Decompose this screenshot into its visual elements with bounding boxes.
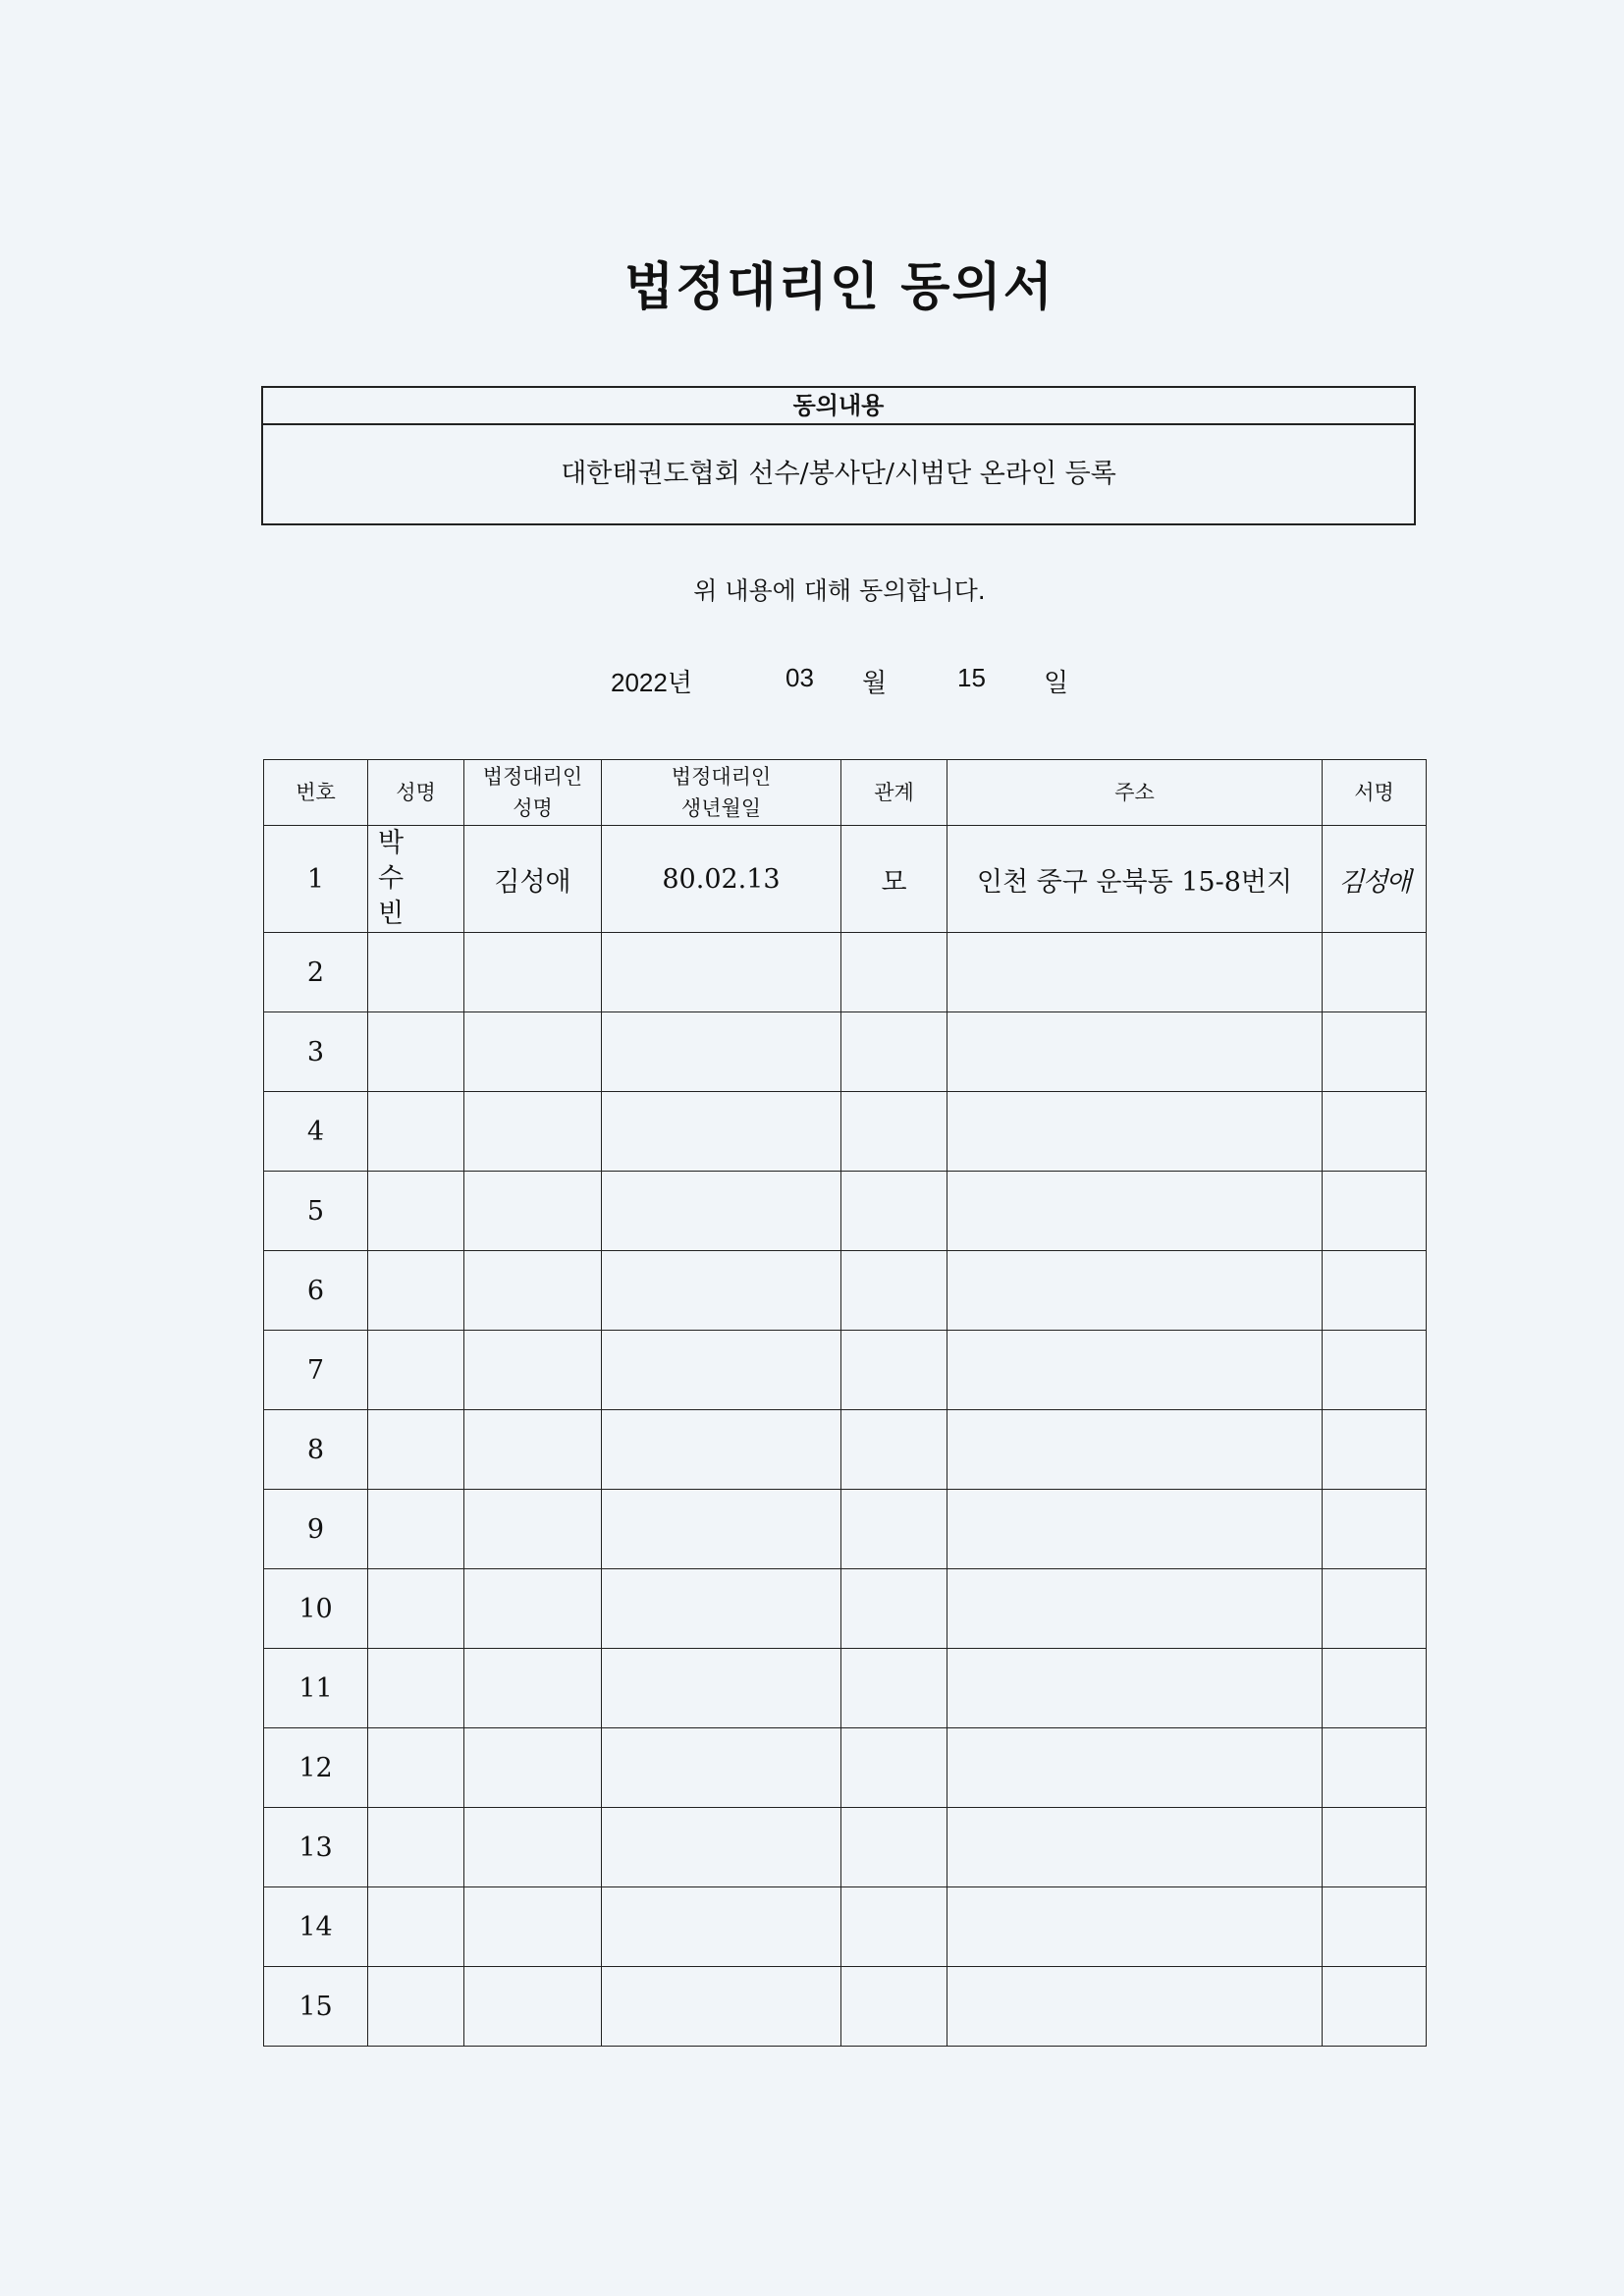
signature-cell bbox=[1323, 1887, 1427, 1967]
row-number: 11 bbox=[264, 1649, 368, 1728]
row-number: 8 bbox=[264, 1410, 368, 1490]
relation bbox=[841, 1728, 947, 1808]
guardian-birth bbox=[602, 1808, 841, 1887]
guardian-birth bbox=[602, 1967, 841, 2047]
minor-name bbox=[368, 1172, 464, 1251]
relation bbox=[841, 1490, 947, 1569]
guardian-name bbox=[464, 933, 602, 1012]
header-relation: 관계 bbox=[841, 760, 947, 826]
date-day-label: 일 bbox=[1044, 668, 1069, 697]
signature-cell bbox=[1323, 1808, 1427, 1887]
consent-header: 동의내용 bbox=[263, 388, 1414, 425]
table-row bbox=[264, 1569, 1427, 1649]
relation bbox=[841, 1808, 947, 1887]
minor-name bbox=[368, 1331, 464, 1410]
signature-cell bbox=[1323, 1490, 1427, 1569]
relation bbox=[841, 1331, 947, 1410]
header-number: 번호 bbox=[264, 760, 368, 826]
signature-cell bbox=[1323, 1967, 1427, 2047]
guardian-name bbox=[464, 1569, 602, 1649]
header-address: 주소 bbox=[947, 760, 1323, 826]
row-number: 7 bbox=[264, 1331, 368, 1410]
relation bbox=[841, 1251, 947, 1331]
row-number: 6 bbox=[264, 1251, 368, 1331]
address bbox=[947, 1569, 1323, 1649]
guardian-birth bbox=[602, 1092, 841, 1172]
guardian-birth bbox=[602, 1012, 841, 1092]
minor-name bbox=[368, 1251, 464, 1331]
consent-roster-table bbox=[263, 759, 1427, 2047]
address bbox=[947, 1251, 1323, 1331]
guardian-name bbox=[464, 1410, 602, 1490]
guardian-name bbox=[464, 1967, 602, 2047]
minor-name bbox=[368, 933, 464, 1012]
guardian-name bbox=[464, 1172, 602, 1251]
table-header-row bbox=[264, 760, 1427, 826]
row-number: 12 bbox=[264, 1728, 368, 1808]
relation bbox=[841, 1887, 947, 1967]
consent-box bbox=[261, 386, 1416, 525]
minor-name-line: 빈 bbox=[378, 899, 418, 929]
signature-cell bbox=[1323, 1649, 1427, 1728]
guardian-birth: 80.02.13 bbox=[602, 826, 841, 933]
guardian-name bbox=[464, 1331, 602, 1410]
guardian-birth bbox=[602, 1490, 841, 1569]
guardian-name bbox=[464, 1649, 602, 1728]
minor-name bbox=[368, 826, 464, 933]
guardian-birth bbox=[602, 933, 841, 1012]
guardian-name bbox=[464, 1251, 602, 1331]
address bbox=[947, 1808, 1323, 1887]
header-name: 성명 bbox=[368, 760, 464, 826]
signature-cell bbox=[1323, 1728, 1427, 1808]
minor-name bbox=[368, 1728, 464, 1808]
guardian-birth bbox=[602, 1887, 841, 1967]
address bbox=[947, 1410, 1323, 1490]
guardian-birth bbox=[602, 1172, 841, 1251]
table-row bbox=[264, 1012, 1427, 1092]
relation bbox=[841, 1172, 947, 1251]
address bbox=[947, 1092, 1323, 1172]
date-day: 15 bbox=[957, 663, 986, 692]
table-row bbox=[264, 1410, 1427, 1490]
signature-cell bbox=[1323, 1251, 1427, 1331]
row-number: 9 bbox=[264, 1490, 368, 1569]
guardian-birth bbox=[602, 1251, 841, 1331]
minor-name bbox=[368, 1569, 464, 1649]
guardian-birth bbox=[602, 1410, 841, 1490]
address bbox=[947, 1728, 1323, 1808]
row-number: 1 bbox=[264, 826, 368, 933]
agreement-statement: 위 내용에 대해 동의합니다. bbox=[693, 576, 986, 605]
header-guardian-name: 법정대리인 성명 bbox=[464, 760, 602, 826]
guardian-name bbox=[464, 1092, 602, 1172]
address bbox=[947, 1490, 1323, 1569]
relation bbox=[841, 933, 947, 1012]
address bbox=[947, 1887, 1323, 1967]
address: 인천 중구 운북동 15-8번지 bbox=[947, 826, 1323, 933]
row-number: 13 bbox=[264, 1808, 368, 1887]
row-number: 15 bbox=[264, 1967, 368, 2047]
date-year: 2022년 bbox=[611, 668, 692, 697]
handwritten-signature: 김성애 bbox=[1323, 826, 1427, 933]
guardian-name bbox=[464, 1808, 602, 1887]
row-number: 3 bbox=[264, 1012, 368, 1092]
table-row bbox=[264, 1887, 1427, 1967]
row-number: 14 bbox=[264, 1887, 368, 1967]
header-signature: 서명 bbox=[1323, 760, 1427, 826]
guardian-birth bbox=[602, 1728, 841, 1808]
signature-cell bbox=[1323, 933, 1427, 1012]
guardian-name bbox=[464, 1012, 602, 1092]
guardian-name: 김성애 bbox=[464, 826, 602, 933]
row-number: 5 bbox=[264, 1172, 368, 1251]
guardian-birth bbox=[602, 1649, 841, 1728]
table-row bbox=[264, 1728, 1427, 1808]
signature-cell bbox=[1323, 1012, 1427, 1092]
address bbox=[947, 1649, 1323, 1728]
document-title: 법정대리인 동의서 bbox=[624, 258, 1055, 317]
table-row bbox=[264, 933, 1427, 1012]
row-number: 10 bbox=[264, 1569, 368, 1649]
table-row bbox=[264, 1490, 1427, 1569]
header-guardian-birth: 법정대리인 생년월일 bbox=[602, 760, 841, 826]
guardian-name bbox=[464, 1728, 602, 1808]
table-row bbox=[264, 1967, 1427, 2047]
table-row bbox=[264, 1172, 1427, 1251]
table-row bbox=[264, 1649, 1427, 1728]
minor-name bbox=[368, 1887, 464, 1967]
minor-name bbox=[368, 1649, 464, 1728]
minor-name-line: 박 수 bbox=[378, 828, 418, 894]
signature-cell bbox=[1323, 1569, 1427, 1649]
date-month-label: 월 bbox=[862, 668, 888, 697]
table-row bbox=[264, 826, 1427, 933]
row-number: 4 bbox=[264, 1092, 368, 1172]
table-row bbox=[264, 1251, 1427, 1331]
signature-cell bbox=[1323, 1410, 1427, 1490]
date-month: 03 bbox=[785, 663, 814, 692]
relation bbox=[841, 1092, 947, 1172]
consent-body: 대한태권도협회 선수/봉사단/시범단 온라인 등록 bbox=[561, 459, 1116, 489]
signature-cell bbox=[1323, 1172, 1427, 1251]
table-row bbox=[264, 1808, 1427, 1887]
minor-name bbox=[368, 1012, 464, 1092]
table-row bbox=[264, 1331, 1427, 1410]
address bbox=[947, 1331, 1323, 1410]
signature-cell bbox=[1323, 1092, 1427, 1172]
guardian-birth bbox=[602, 1569, 841, 1649]
row-number: 2 bbox=[264, 933, 368, 1012]
minor-name bbox=[368, 1490, 464, 1569]
minor-name bbox=[368, 1967, 464, 2047]
relation bbox=[841, 1012, 947, 1092]
guardian-birth bbox=[602, 1331, 841, 1410]
address bbox=[947, 933, 1323, 1012]
table-row bbox=[264, 1092, 1427, 1172]
guardian-name bbox=[464, 1887, 602, 1967]
signature-cell bbox=[1323, 1331, 1427, 1410]
minor-name bbox=[368, 1092, 464, 1172]
relation bbox=[841, 1410, 947, 1490]
relation: 모 bbox=[841, 826, 947, 933]
relation bbox=[841, 1649, 947, 1728]
relation bbox=[841, 1967, 947, 2047]
address bbox=[947, 1172, 1323, 1251]
address bbox=[947, 1967, 1323, 2047]
address bbox=[947, 1012, 1323, 1092]
relation bbox=[841, 1569, 947, 1649]
guardian-name bbox=[464, 1490, 602, 1569]
minor-name bbox=[368, 1410, 464, 1490]
minor-name bbox=[368, 1808, 464, 1887]
